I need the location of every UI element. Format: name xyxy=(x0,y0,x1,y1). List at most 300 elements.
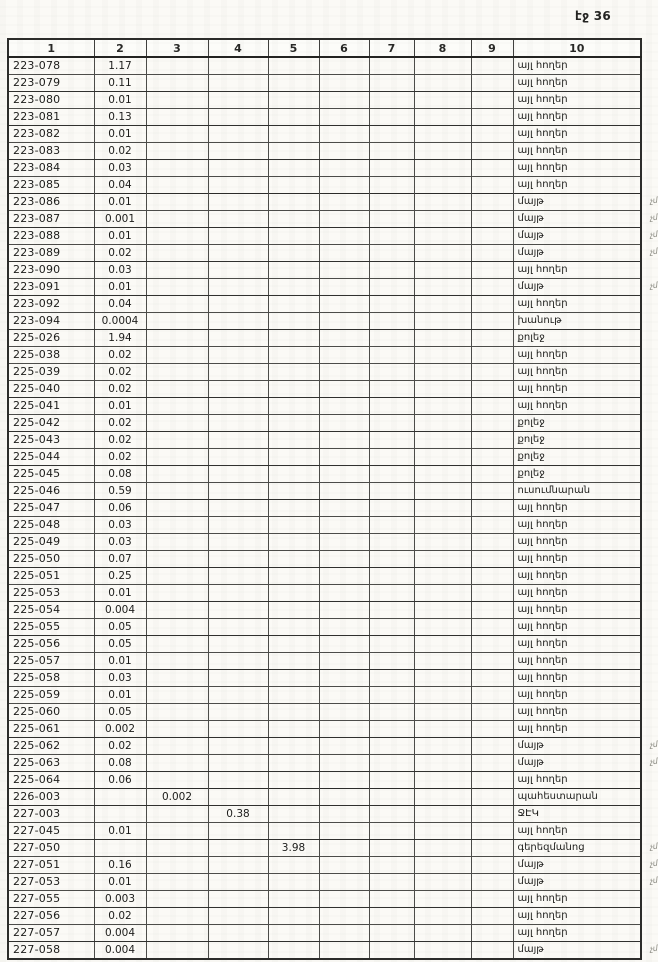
value-cell: 0.13 xyxy=(94,109,146,126)
value-cell xyxy=(471,228,513,245)
table-row xyxy=(8,500,641,517)
handwritten-margin-note: չմ xyxy=(649,280,658,291)
value-cell: 0.04 xyxy=(94,296,146,313)
value-cell xyxy=(414,75,471,92)
value-cell xyxy=(319,483,369,500)
value-cell xyxy=(369,330,414,347)
parcel-code-cell: 225-051 xyxy=(8,568,94,585)
value-cell xyxy=(268,908,319,925)
table-row xyxy=(8,806,641,823)
value-cell xyxy=(471,330,513,347)
land-use-cell: մայթ չմ xyxy=(513,874,641,891)
value-cell xyxy=(268,806,319,823)
value-cell xyxy=(471,126,513,143)
value-cell: 0.002 xyxy=(146,789,208,806)
value-cell xyxy=(268,245,319,262)
table-row xyxy=(8,789,641,806)
land-use-cell: մայթ չմ xyxy=(513,245,641,262)
value-cell xyxy=(471,908,513,925)
table-row xyxy=(8,534,641,551)
value-cell xyxy=(268,925,319,942)
value-cell xyxy=(471,687,513,704)
land-use-cell: այլ հողեր xyxy=(513,670,641,687)
table-row xyxy=(8,670,641,687)
value-cell xyxy=(471,109,513,126)
value-cell xyxy=(208,330,268,347)
value-cell xyxy=(146,602,208,619)
value-cell xyxy=(471,432,513,449)
value-cell xyxy=(146,551,208,568)
land-use-cell: քոլեջ xyxy=(513,432,641,449)
parcel-code-cell: 227-057 xyxy=(8,925,94,942)
value-cell xyxy=(268,381,319,398)
table-row xyxy=(8,466,641,483)
value-cell xyxy=(369,279,414,296)
table-row xyxy=(8,313,641,330)
value-cell xyxy=(208,398,268,415)
value-cell xyxy=(208,755,268,772)
table-row xyxy=(8,126,641,143)
value-cell: 0.02 xyxy=(94,908,146,925)
value-cell xyxy=(208,738,268,755)
land-use-cell: այլ հողեր xyxy=(513,126,641,143)
value-cell xyxy=(319,466,369,483)
value-cell: 0.03 xyxy=(94,534,146,551)
value-cell xyxy=(268,466,319,483)
value-cell xyxy=(208,313,268,330)
parcel-code-cell: 223-078 xyxy=(8,57,94,75)
value-cell xyxy=(369,313,414,330)
value-cell xyxy=(414,381,471,398)
value-cell xyxy=(319,415,369,432)
parcel-code-cell: 227-058 xyxy=(8,942,94,960)
value-cell xyxy=(369,262,414,279)
value-cell xyxy=(471,585,513,602)
value-cell xyxy=(268,483,319,500)
land-use-cell: այլ հողեր xyxy=(513,823,641,840)
value-cell xyxy=(414,211,471,228)
column-header: 1 xyxy=(8,39,94,57)
value-cell xyxy=(146,126,208,143)
value-cell xyxy=(471,143,513,160)
value-cell xyxy=(319,347,369,364)
value-cell xyxy=(268,228,319,245)
value-cell xyxy=(319,279,369,296)
value-cell xyxy=(319,585,369,602)
value-cell xyxy=(319,432,369,449)
value-cell xyxy=(319,568,369,585)
value-cell: 0.59 xyxy=(94,483,146,500)
value-cell xyxy=(369,653,414,670)
parcel-code-cell: 225-046 xyxy=(8,483,94,500)
value-cell xyxy=(471,245,513,262)
land-use-cell: այլ հողեր xyxy=(513,891,641,908)
table-row xyxy=(8,755,641,772)
value-cell xyxy=(414,57,471,75)
value-cell xyxy=(369,857,414,874)
table-row xyxy=(8,177,641,194)
value-cell xyxy=(208,840,268,857)
value-cell xyxy=(369,347,414,364)
parcel-code-cell: 225-050 xyxy=(8,551,94,568)
table-row xyxy=(8,296,641,313)
value-cell xyxy=(471,891,513,908)
value-cell xyxy=(369,245,414,262)
value-cell xyxy=(414,500,471,517)
value-cell xyxy=(471,551,513,568)
value-cell xyxy=(471,857,513,874)
value-cell xyxy=(268,177,319,194)
parcel-code-cell: 223-082 xyxy=(8,126,94,143)
value-cell xyxy=(319,551,369,568)
handwritten-margin-note: չմ xyxy=(649,212,658,223)
table-row xyxy=(8,143,641,160)
value-cell xyxy=(268,602,319,619)
value-cell xyxy=(471,466,513,483)
value-cell xyxy=(146,585,208,602)
value-cell xyxy=(414,194,471,211)
value-cell: 0.06 xyxy=(94,500,146,517)
value-cell xyxy=(471,364,513,381)
value-cell xyxy=(414,228,471,245)
table-row xyxy=(8,364,641,381)
value-cell xyxy=(414,143,471,160)
parcel-code-cell: 225-059 xyxy=(8,687,94,704)
value-cell xyxy=(319,517,369,534)
value-cell xyxy=(146,381,208,398)
value-cell xyxy=(208,245,268,262)
value-cell xyxy=(208,789,268,806)
value-cell xyxy=(146,347,208,364)
parcel-code-cell: 223-080 xyxy=(8,92,94,109)
value-cell xyxy=(369,585,414,602)
table-row xyxy=(8,721,641,738)
value-cell xyxy=(268,126,319,143)
land-use-cell: այլ հողեր xyxy=(513,398,641,415)
value-cell xyxy=(208,823,268,840)
value-cell xyxy=(414,160,471,177)
parcel-code-cell: 227-045 xyxy=(8,823,94,840)
land-use-cell: մայթ չմ xyxy=(513,755,641,772)
value-cell xyxy=(146,92,208,109)
land-use-cell: մայթ չմ xyxy=(513,279,641,296)
value-cell xyxy=(319,806,369,823)
parcel-code-cell: 225-062 xyxy=(8,738,94,755)
value-cell xyxy=(146,364,208,381)
value-cell xyxy=(369,126,414,143)
value-cell xyxy=(208,228,268,245)
value-cell xyxy=(414,602,471,619)
value-cell xyxy=(146,619,208,636)
value-cell xyxy=(471,296,513,313)
table-row xyxy=(8,279,641,296)
value-cell xyxy=(319,738,369,755)
parcel-code-cell: 223-087 xyxy=(8,211,94,228)
value-cell xyxy=(414,347,471,364)
land-use-cell: այլ հողեր xyxy=(513,364,641,381)
value-cell xyxy=(268,75,319,92)
table-row xyxy=(8,653,641,670)
value-cell: 1.94 xyxy=(94,330,146,347)
land-use-cell: գերեզմանոց չմ xyxy=(513,840,641,857)
value-cell xyxy=(414,126,471,143)
parcel-code-cell: 225-043 xyxy=(8,432,94,449)
value-cell xyxy=(471,653,513,670)
parcel-code-cell: 223-088 xyxy=(8,228,94,245)
table-body xyxy=(8,57,658,959)
value-cell xyxy=(319,704,369,721)
value-cell xyxy=(369,143,414,160)
value-cell xyxy=(471,347,513,364)
value-cell xyxy=(208,942,268,960)
value-cell xyxy=(369,109,414,126)
value-cell xyxy=(146,908,208,925)
column-header: 3 xyxy=(146,39,208,57)
value-cell: 0.03 xyxy=(94,160,146,177)
value-cell xyxy=(319,602,369,619)
value-cell xyxy=(414,653,471,670)
parcel-code-cell: 225-044 xyxy=(8,449,94,466)
table-row xyxy=(8,109,641,126)
parcel-code-cell: 226-003 xyxy=(8,789,94,806)
value-cell xyxy=(208,772,268,789)
value-cell: 0.003 xyxy=(94,891,146,908)
value-cell: 0.02 xyxy=(94,347,146,364)
value-cell xyxy=(319,160,369,177)
value-cell xyxy=(414,925,471,942)
table-row xyxy=(8,704,641,721)
table-row xyxy=(8,551,641,568)
value-cell xyxy=(471,92,513,109)
value-cell xyxy=(369,874,414,891)
value-cell xyxy=(208,619,268,636)
value-cell xyxy=(471,619,513,636)
value-cell xyxy=(268,619,319,636)
value-cell xyxy=(146,432,208,449)
land-use-cell: այլ հողեր xyxy=(513,925,641,942)
parcel-code-cell: 225-047 xyxy=(8,500,94,517)
value-cell xyxy=(414,245,471,262)
value-cell xyxy=(414,177,471,194)
value-cell xyxy=(319,840,369,857)
value-cell xyxy=(146,245,208,262)
table-row xyxy=(8,568,641,585)
value-cell xyxy=(414,432,471,449)
land-use-cell: այլ հողեր xyxy=(513,160,641,177)
value-cell: 0.02 xyxy=(94,245,146,262)
value-cell xyxy=(146,653,208,670)
value-cell xyxy=(319,534,369,551)
value-cell xyxy=(319,721,369,738)
value-cell: 0.01 xyxy=(94,398,146,415)
handwritten-margin-note: չմ xyxy=(649,195,658,206)
value-cell: 0.05 xyxy=(94,704,146,721)
value-cell xyxy=(319,177,369,194)
value-cell xyxy=(146,177,208,194)
table-row xyxy=(8,687,641,704)
value-cell xyxy=(319,687,369,704)
value-cell xyxy=(414,806,471,823)
value-cell xyxy=(369,466,414,483)
value-cell xyxy=(146,840,208,857)
table-row xyxy=(8,262,641,279)
table-row xyxy=(8,398,641,415)
value-cell: 0.06 xyxy=(94,772,146,789)
value-cell xyxy=(414,551,471,568)
value-cell xyxy=(471,75,513,92)
value-cell xyxy=(414,279,471,296)
value-cell xyxy=(208,347,268,364)
parcel-code-cell: 225-049 xyxy=(8,534,94,551)
value-cell xyxy=(208,585,268,602)
parcel-code-cell: 223-094 xyxy=(8,313,94,330)
table-row xyxy=(8,432,641,449)
value-cell xyxy=(268,823,319,840)
value-cell xyxy=(471,313,513,330)
value-cell xyxy=(414,466,471,483)
land-use-cell: քոլեջ xyxy=(513,330,641,347)
table-row xyxy=(8,772,641,789)
value-cell xyxy=(471,415,513,432)
land-use-cell: այլ հողեր xyxy=(513,721,641,738)
value-cell: 0.02 xyxy=(94,432,146,449)
value-cell xyxy=(369,500,414,517)
value-cell xyxy=(471,381,513,398)
parcel-code-cell: 225-045 xyxy=(8,466,94,483)
value-cell xyxy=(146,398,208,415)
value-cell xyxy=(208,925,268,942)
value-cell xyxy=(471,211,513,228)
value-cell xyxy=(146,211,208,228)
value-cell xyxy=(369,75,414,92)
value-cell xyxy=(146,296,208,313)
value-cell xyxy=(146,500,208,517)
land-use-cell: պահեստարան xyxy=(513,789,641,806)
table-row xyxy=(8,347,641,364)
parcel-code-cell: 225-042 xyxy=(8,415,94,432)
value-cell xyxy=(369,160,414,177)
value-cell xyxy=(369,891,414,908)
value-cell xyxy=(414,670,471,687)
value-cell: 1.17 xyxy=(94,57,146,75)
value-cell xyxy=(146,279,208,296)
value-cell xyxy=(208,908,268,925)
value-cell: 0.05 xyxy=(94,636,146,653)
value-cell xyxy=(369,721,414,738)
value-cell xyxy=(369,602,414,619)
land-use-cell: այլ հողեր xyxy=(513,517,641,534)
table-row xyxy=(8,738,641,755)
value-cell: 0.08 xyxy=(94,466,146,483)
value-cell xyxy=(414,109,471,126)
handwritten-margin-note: չմ xyxy=(649,943,658,954)
value-cell xyxy=(268,296,319,313)
value-cell xyxy=(414,449,471,466)
value-cell xyxy=(414,755,471,772)
column-header: 9 xyxy=(471,39,513,57)
value-cell xyxy=(146,636,208,653)
column-header: 6 xyxy=(319,39,369,57)
value-cell xyxy=(414,364,471,381)
value-cell: 3.98 xyxy=(268,840,319,857)
value-cell xyxy=(471,670,513,687)
value-cell xyxy=(268,347,319,364)
value-cell xyxy=(471,636,513,653)
land-use-cell: խանութ xyxy=(513,313,641,330)
value-cell xyxy=(268,721,319,738)
value-cell xyxy=(146,925,208,942)
value-cell xyxy=(471,721,513,738)
land-use-cell: քոլեջ xyxy=(513,466,641,483)
parcel-code-cell: 225-060 xyxy=(8,704,94,721)
value-cell xyxy=(369,687,414,704)
value-cell xyxy=(471,194,513,211)
value-cell xyxy=(319,891,369,908)
land-use-cell: այլ հողեր xyxy=(513,177,641,194)
handwritten-margin-note: չմ xyxy=(649,858,658,869)
value-cell xyxy=(369,92,414,109)
value-cell xyxy=(208,109,268,126)
value-cell xyxy=(319,194,369,211)
handwritten-margin-note: չմ xyxy=(649,841,658,852)
parcel-code-cell: 223-092 xyxy=(8,296,94,313)
value-cell xyxy=(414,92,471,109)
land-use-cell: այլ հողեր xyxy=(513,143,641,160)
table-row xyxy=(8,75,641,92)
value-cell xyxy=(208,517,268,534)
value-cell xyxy=(414,704,471,721)
value-cell xyxy=(146,228,208,245)
value-cell: 0.16 xyxy=(94,857,146,874)
value-cell: 0.08 xyxy=(94,755,146,772)
value-cell xyxy=(414,262,471,279)
value-cell xyxy=(208,432,268,449)
value-cell: 0.02 xyxy=(94,143,146,160)
value-cell xyxy=(471,738,513,755)
value-cell xyxy=(146,449,208,466)
value-cell: 0.01 xyxy=(94,687,146,704)
value-cell: 0.38 xyxy=(208,806,268,823)
value-cell xyxy=(268,670,319,687)
value-cell xyxy=(319,364,369,381)
value-cell xyxy=(414,483,471,500)
value-cell xyxy=(319,245,369,262)
land-use-cell: այլ հողեր xyxy=(513,109,641,126)
value-cell xyxy=(369,381,414,398)
value-cell xyxy=(146,466,208,483)
value-cell xyxy=(414,296,471,313)
table-row xyxy=(8,636,641,653)
table-row xyxy=(8,449,641,466)
value-cell xyxy=(369,211,414,228)
value-cell xyxy=(268,857,319,874)
parcel-code-cell: 223-081 xyxy=(8,109,94,126)
value-cell: 0.01 xyxy=(94,126,146,143)
value-cell xyxy=(369,228,414,245)
value-cell xyxy=(319,262,369,279)
value-cell xyxy=(319,857,369,874)
value-cell xyxy=(471,534,513,551)
value-cell: 0.25 xyxy=(94,568,146,585)
value-cell: 0.001 xyxy=(94,211,146,228)
value-cell: 0.0004 xyxy=(94,313,146,330)
value-cell xyxy=(319,313,369,330)
value-cell xyxy=(471,262,513,279)
value-cell xyxy=(268,568,319,585)
land-use-cell: այլ հողեր xyxy=(513,551,641,568)
value-cell xyxy=(471,789,513,806)
value-cell xyxy=(414,415,471,432)
